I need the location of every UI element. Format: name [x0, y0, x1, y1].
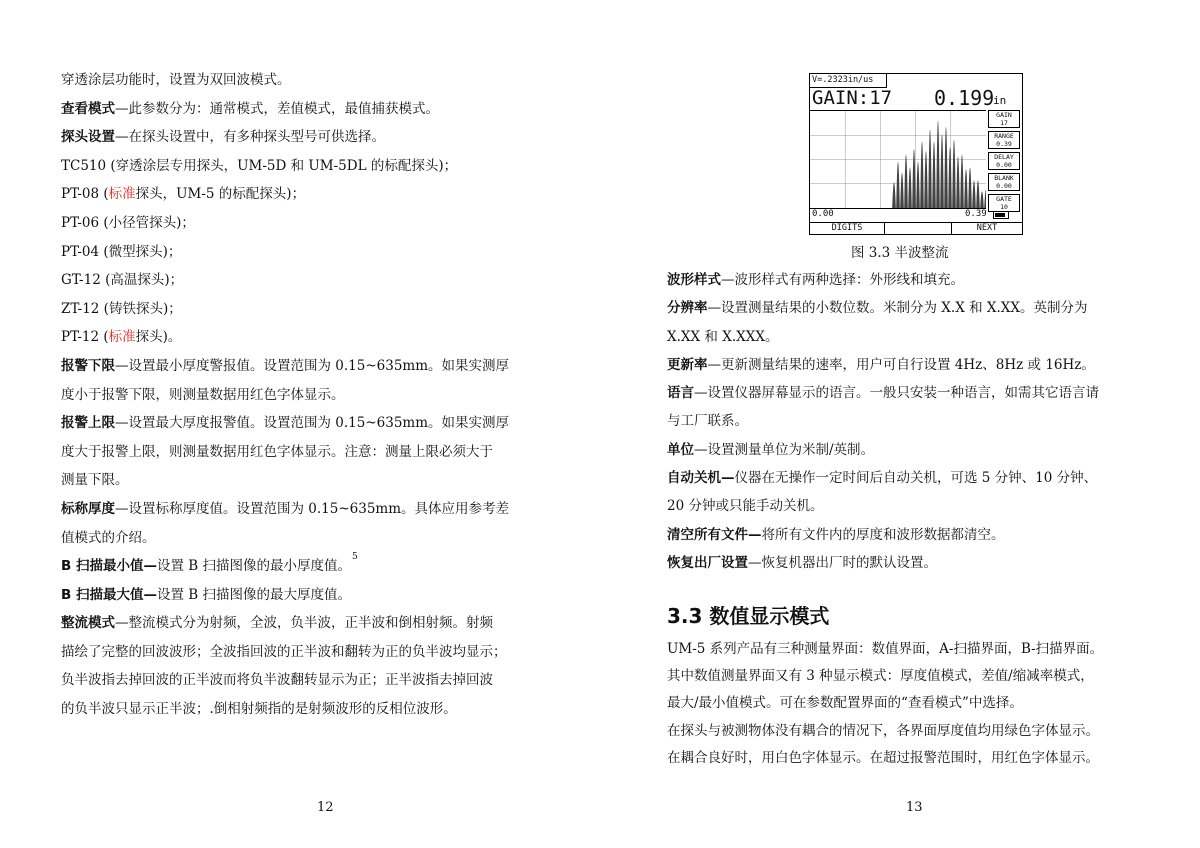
right_page-line: [667, 549, 1147, 577]
text-run: 探头)。: [135, 329, 182, 346]
echo-peak: [948, 147, 952, 208]
param-box-range: [988, 131, 1020, 149]
right_page-line: [667, 379, 1147, 407]
text-run: 将所有文件内的厚度和波形数据都清空。: [761, 526, 1005, 543]
text-run: PT-04 (微型探头)；: [61, 243, 182, 260]
text-run: 测量下限。: [61, 472, 129, 489]
right_page-line: [667, 266, 1147, 294]
axis-min-label: 0.00: [812, 209, 834, 219]
text-run: ZT-12 (铸铁探头)；: [61, 300, 182, 317]
section-heading: 3.3 数值显示模式: [667, 604, 830, 628]
right-page-body: [667, 266, 1147, 577]
text-run: 设置 B 扫描图像的最小厚度值。: [157, 558, 352, 575]
section-body: [667, 636, 1147, 772]
text-run: TC510 (穿透涂层专用探头，UM-5D 和 UM-5DL 的标配探头)；: [61, 157, 458, 174]
left_page-line: [61, 409, 551, 438]
text-run: X.XX 和 X.XXX。: [667, 328, 779, 345]
text-run: 穿透涂层功能时，设置为双回波模式。: [61, 72, 291, 88]
right_page-line: [667, 407, 1147, 435]
term-heading: 单位: [667, 441, 694, 458]
term-heading: 波形样式: [667, 272, 721, 288]
thickness-reading: 0.199: [934, 86, 995, 110]
text-run: 探头，UM-5 的标配探头)；: [135, 186, 306, 203]
param-box-gain: [988, 110, 1020, 128]
term-heading: 语言: [667, 385, 694, 402]
echo-peak: [956, 156, 960, 208]
echo-peak: [912, 149, 916, 208]
param-value: 0.39: [996, 140, 1012, 148]
right_page-line: [667, 464, 1147, 492]
echo-peak: [892, 182, 896, 208]
figure-caption: 图 3.3 半波整流: [851, 245, 949, 261]
velocity-readout: V=.2323in/us: [810, 74, 887, 88]
echo-peak: [964, 169, 968, 208]
text-run: 设置 B 扫描图像的最大厚度值。: [157, 586, 352, 603]
left_page-line: [61, 66, 551, 95]
text-run: 描绘了完整的回波波形；全波指回波的正半波和翻转为正的负半波均显示；: [61, 643, 507, 660]
left_page-line: [61, 266, 551, 295]
echo-peak: [968, 167, 972, 208]
text-run: 值模式的介绍。: [61, 529, 156, 546]
text-run: —此参数分为：通常模式，差值模式，最值捕获模式。: [115, 100, 439, 117]
echo-peak: [916, 162, 920, 208]
term-heading: 更新率: [667, 356, 708, 373]
gain-readout: GAIN:17: [812, 87, 893, 109]
text-run: —设置最大厚度报警值。设置范围为 0.15~635mm。如果实测厚: [115, 415, 510, 432]
right_page-line: [667, 351, 1147, 379]
echo-peak: [932, 142, 936, 208]
param-box-blank: [988, 173, 1020, 191]
left_page-line: [61, 438, 551, 467]
param-label: GATE: [996, 195, 1012, 203]
text-run: —设置测量单位为米制/英制。: [694, 441, 875, 458]
section-line: 在探头与被测物体没有耦合的情况下，各界面厚度值均用绿色字体显示。: [667, 722, 1099, 739]
term-heading: 报警下限: [61, 357, 115, 374]
text-run: 度大于报警上限，则测量数据用红色字体显示。注意：测量上限必须大于: [61, 443, 493, 460]
right_page-line: [667, 323, 1147, 351]
echo-peak: [928, 130, 932, 208]
param-label: GAIN: [996, 111, 1012, 119]
stray-page-mark: 5: [352, 552, 358, 562]
term-heading: 标称厚度: [61, 500, 115, 517]
text-run: GT-12 (高温探头)；: [61, 272, 184, 289]
right_page-line: [667, 436, 1147, 464]
text-run: 20 分钟或只能手动关机。: [667, 498, 824, 515]
term-heading: B 扫描最大值—: [61, 586, 157, 603]
left_page-line: [61, 381, 551, 410]
text-run: —恢复机器出厂时的默认设置。: [748, 554, 937, 571]
section-line: UM-5 系列产品有三种测量界面：数值界面，A-扫描界面，B-扫描界面。: [667, 641, 1104, 657]
param-box-gate: [988, 194, 1020, 212]
page-number-right: 13: [906, 800, 923, 815]
text-run: —整流模式分为射频，全波，负半波，正半波和倒相射频。射频: [115, 615, 493, 632]
device-screen-figure: [809, 73, 1023, 235]
text-run: —设置测量结果的小数位数。米制分为 X.X 和 X.XX。英制分为: [707, 300, 1088, 317]
echo-peak: [904, 155, 908, 208]
section-line: 在耦合良好时，用白色字体显示。在超过报警范围时，用红色字体显示。: [667, 749, 1099, 766]
term-heading: 分辨率: [667, 300, 708, 317]
text-run: —在探头设置中，有多种探头型号可供选择。: [115, 129, 385, 146]
term-heading: 查看模式: [61, 100, 115, 117]
echo-peak: [896, 162, 900, 208]
axis-max-label: 0.39: [965, 209, 987, 219]
echo-peak: [952, 140, 956, 208]
term-heading: B 扫描最小值—: [61, 558, 157, 575]
unit-label: in: [993, 94, 1007, 107]
text-run: —更新测量结果的速率，用户可自行设置 4Hz、8Hz 或 16Hz。: [707, 356, 1095, 373]
left_page-line: [61, 695, 551, 724]
right_page-line: [667, 294, 1147, 322]
battery-icon: [993, 211, 1009, 219]
term-heading: 整流模式: [61, 615, 115, 632]
term-heading: 恢复出厂设置: [667, 554, 748, 571]
term-heading: 报警上限: [61, 415, 115, 432]
left_page-line: [61, 123, 551, 152]
right_page-line: [667, 521, 1147, 549]
echo-peak: [944, 127, 948, 208]
page-number-left: 12: [317, 800, 334, 815]
echo-peak: [972, 180, 976, 208]
text-run: PT-06 (小径管探头)；: [61, 214, 195, 231]
echo-peak: [940, 134, 944, 208]
text-run: 度小于报警下限，则测量数据用红色字体显示。: [61, 386, 345, 403]
highlight-text: 标准: [108, 329, 136, 346]
text-run: PT-08 (: [61, 186, 109, 203]
param-box-delay: [988, 152, 1020, 170]
left_page-line: [61, 323, 551, 352]
left_page-line: [61, 609, 551, 638]
section-line: 其中数值测量界面又有 3 种显示模式：厚度值模式，差值/缩减率模式，: [667, 668, 1094, 685]
term-heading: 清空所有文件—: [667, 526, 762, 543]
left_page-line: [61, 495, 551, 524]
left_page-line: [61, 638, 551, 667]
term-heading: 探头设置: [61, 129, 115, 146]
left_page-line: [61, 180, 551, 209]
param-label: DELAY: [994, 153, 1014, 161]
echo-peak: [960, 155, 964, 208]
parameter-sidebar: [988, 110, 1020, 215]
echo-peak: [900, 173, 904, 208]
waveform-display: [810, 110, 986, 209]
left_page-line: [61, 152, 551, 181]
left_page-line: [61, 352, 551, 381]
left_page-line: [61, 295, 551, 324]
text-run: 与工厂联系。: [667, 413, 748, 430]
blank-softkey[interactable]: [885, 222, 952, 234]
left_page-line: [61, 666, 551, 695]
param-label: BLANK: [994, 174, 1014, 182]
left_page-line: [61, 95, 551, 124]
text-run: —设置标称厚度值。设置范围为 0.15~635mm。具体应用参考差: [115, 500, 510, 517]
left_page-line: [61, 581, 551, 610]
echo-peak: [920, 142, 924, 208]
highlight-text: 标准: [108, 186, 136, 203]
param-value: 17: [1000, 119, 1008, 127]
echo-peak: [936, 120, 940, 208]
echo-peak: [980, 191, 984, 208]
section-line: 最大/最小值模式。可在参数配置界面的“查看模式”中选择。: [667, 695, 1023, 712]
right_page-line: [667, 492, 1147, 520]
next-softkey[interactable]: NEXT: [952, 222, 1022, 234]
digits-softkey[interactable]: DIGITS: [810, 222, 885, 234]
param-label: RANGE: [994, 132, 1014, 140]
left_page-line: [61, 466, 551, 495]
echo-peak: [908, 167, 912, 208]
param-value: 0.00: [996, 182, 1012, 190]
echo-peak: [976, 180, 980, 208]
left_page-line: [61, 238, 551, 267]
text-run: —波形样式有两种选择：外形线和填充。: [721, 272, 964, 288]
text-run: 的负半波只显示正半波；.倒相射频指的是射频波形的反相位波形。: [61, 701, 457, 718]
echo-peak: [984, 190, 986, 208]
left_page-line: [61, 209, 551, 238]
text-run: —设置仪器屏幕显示的语言。一般只安装一种语言，如需其它语言请: [694, 385, 1099, 402]
param-value: 0.00: [996, 161, 1012, 169]
text-run: —设置最小厚度警报值。设置范围为 0.15~635mm。如果实测厚: [115, 357, 510, 374]
text-run: PT-12 (: [61, 329, 109, 346]
left_page-line: [61, 524, 551, 553]
left-page-body: [61, 66, 551, 724]
param-value: 10: [1000, 203, 1008, 211]
text-run: 负半波指去掉回波的正半波而将负半波翻转显示为正；正半波指去掉回波: [61, 672, 493, 689]
term-heading: 自动关机—: [667, 470, 735, 487]
left_page-line: [61, 552, 551, 581]
text-run: 仪器在无操作一定时间后自动关机，可选 5 分钟、10 分钟、: [734, 470, 1098, 487]
